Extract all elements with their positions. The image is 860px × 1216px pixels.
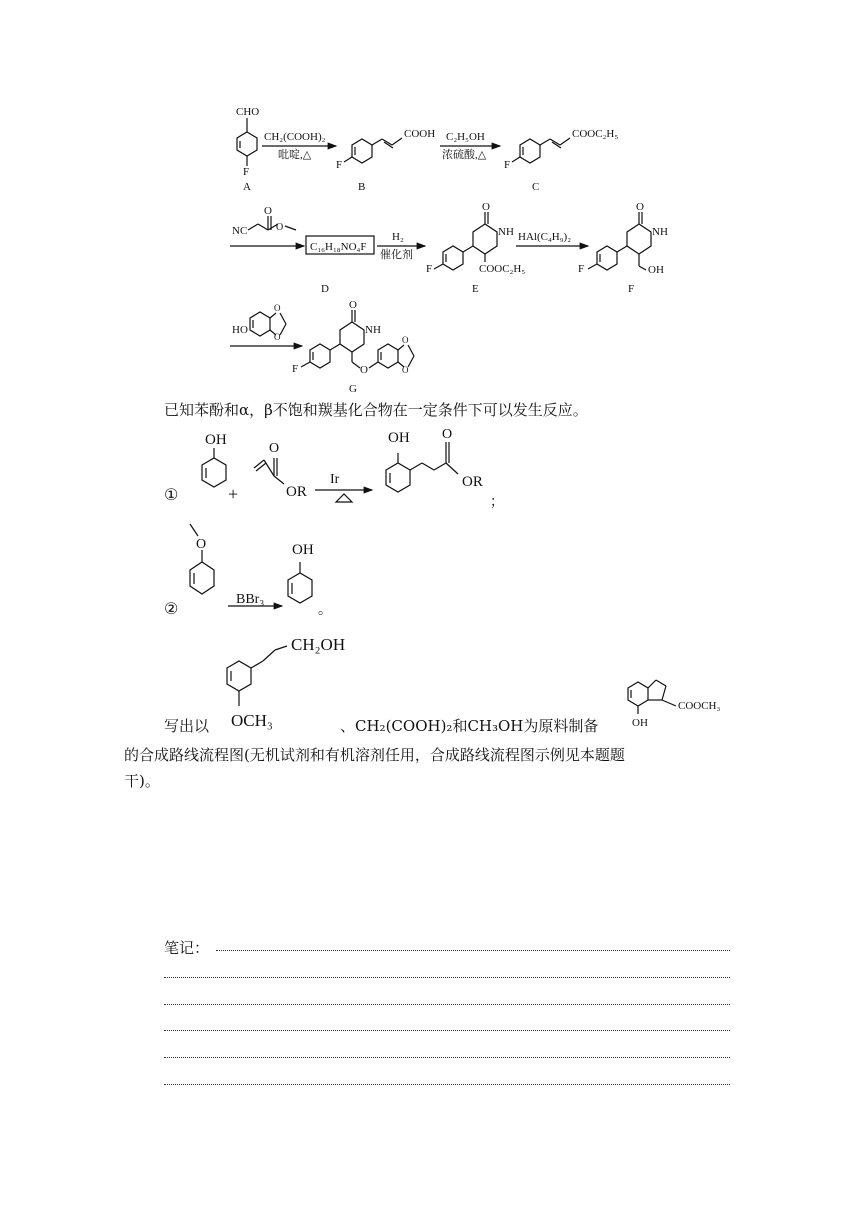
svg-text:CH₂(COOH)₂: CH₂(COOH)₂: [264, 131, 326, 143]
arrow-2: [440, 131, 500, 161]
compound-a: [236, 106, 259, 193]
known-intro: 已知苯酚和α，β不饱和羰基化合物在一定条件下可以发生反应。: [164, 401, 588, 419]
svg-text:O: O: [360, 364, 368, 376]
question-middle: 、CH₂(COOH)₂和CH₃OH为原料制备: [340, 717, 599, 735]
note-line-5[interactable]: [164, 1057, 730, 1058]
svg-text:CH₂OH: CH₂OH: [291, 635, 346, 654]
label-f: F: [628, 283, 635, 295]
svg-text:②: ②: [164, 601, 179, 618]
svg-text:COOC₂H₅: COOC₂H₅: [572, 128, 619, 140]
question-line3: 干)。: [124, 772, 160, 790]
compound-g: [292, 299, 414, 395]
svg-text:O: O: [636, 201, 644, 213]
svg-text:OH: OH: [205, 432, 227, 448]
notes-label: 笔记：: [164, 939, 210, 957]
note-line-4[interactable]: [164, 1030, 730, 1031]
svg-text:OR: OR: [286, 484, 307, 500]
note-line-3[interactable]: [164, 1004, 730, 1005]
compound-f: [578, 201, 668, 295]
svg-text:Ir: Ir: [330, 472, 340, 487]
target-structure: [622, 672, 742, 734]
svg-text:C₁₆H₁₈NO₄F: C₁₆H₁₈NO₄F: [310, 241, 367, 253]
svg-text:OCH₃: OCH₃: [231, 711, 273, 730]
svg-text:O: O: [196, 537, 207, 552]
svg-text:催化剂: 催化剂: [380, 249, 413, 261]
svg-text:O: O: [274, 303, 281, 313]
reaction-scheme: [0, 0, 860, 400]
svg-text:O: O: [264, 205, 272, 217]
svg-text:COOC₂H₅: COOC₂H₅: [479, 263, 526, 275]
svg-text:O: O: [402, 365, 409, 375]
svg-text:NC: NC: [232, 225, 248, 237]
svg-text:OR: OR: [462, 474, 483, 490]
svg-text:C₂H₅OH: C₂H₅OH: [446, 131, 485, 143]
svg-text:+: +: [228, 484, 239, 504]
svg-text:吡啶,△: 吡啶,△: [278, 149, 312, 161]
svg-text:浓硫酸,△: 浓硫酸,△: [442, 149, 487, 161]
label-g: G: [349, 383, 357, 395]
svg-text:OH: OH: [292, 542, 314, 558]
svg-text:O: O: [276, 222, 284, 233]
compound-b: [336, 128, 435, 193]
label-d: D: [321, 283, 329, 295]
cho-group: CHO: [236, 106, 260, 118]
question-prefix: 写出以: [164, 717, 210, 735]
compound-e: [426, 201, 525, 295]
svg-text:OH: OH: [388, 430, 410, 446]
svg-text:HAl(C₄H₉)₂: HAl(C₄H₉)₂: [518, 231, 572, 243]
reagent-cyanoacetate: [232, 205, 296, 237]
svg-text:NH: NH: [498, 226, 514, 238]
label-c: C: [532, 181, 540, 193]
compound-c: [504, 128, 618, 193]
svg-text:F: F: [578, 263, 585, 275]
svg-text:NH: NH: [365, 324, 381, 336]
svg-text:OH: OH: [632, 717, 648, 729]
svg-text:OH: OH: [648, 264, 664, 276]
svg-text:F: F: [292, 363, 299, 375]
svg-text:。: 。: [318, 603, 332, 618]
reagent-sesamol: [232, 303, 286, 342]
svg-text:①: ①: [164, 487, 179, 504]
known-reaction-2: [150, 518, 370, 618]
note-line-2[interactable]: [164, 977, 730, 978]
svg-text:O: O: [482, 201, 490, 213]
question-line2: 的合成路线流程图(无机试剂和有机溶剂任用，合成路线流程图示例见本题题: [124, 746, 625, 764]
arrow-4: [377, 231, 425, 261]
svg-text:O: O: [349, 299, 357, 311]
svg-text:；: ；: [490, 495, 504, 510]
svg-text:COOH: COOH: [404, 128, 436, 140]
svg-text:F: F: [504, 159, 511, 171]
svg-text:O: O: [269, 441, 280, 456]
arrow-1: [262, 131, 336, 161]
svg-text:O: O: [402, 335, 409, 345]
label-e: E: [472, 283, 479, 295]
arrow-5: [516, 231, 588, 246]
svg-text:COOCH₃: COOCH₃: [678, 700, 721, 712]
compound-d-box: [306, 236, 374, 295]
fluoro-a: F: [243, 166, 250, 178]
note-line-6[interactable]: [164, 1084, 730, 1085]
svg-text:O: O: [274, 332, 281, 342]
svg-text:HO: HO: [232, 324, 248, 336]
label-a: A: [243, 181, 251, 193]
note-line-1[interactable]: [216, 950, 730, 951]
svg-text:BBr₃: BBr₃: [236, 592, 265, 607]
known-reaction-1: [150, 420, 530, 510]
label-b: B: [358, 181, 366, 193]
svg-text:H₂: H₂: [392, 231, 404, 243]
svg-text:F: F: [336, 159, 343, 171]
svg-text:F: F: [426, 263, 433, 275]
svg-text:NH: NH: [652, 226, 668, 238]
svg-text:O: O: [442, 427, 453, 442]
